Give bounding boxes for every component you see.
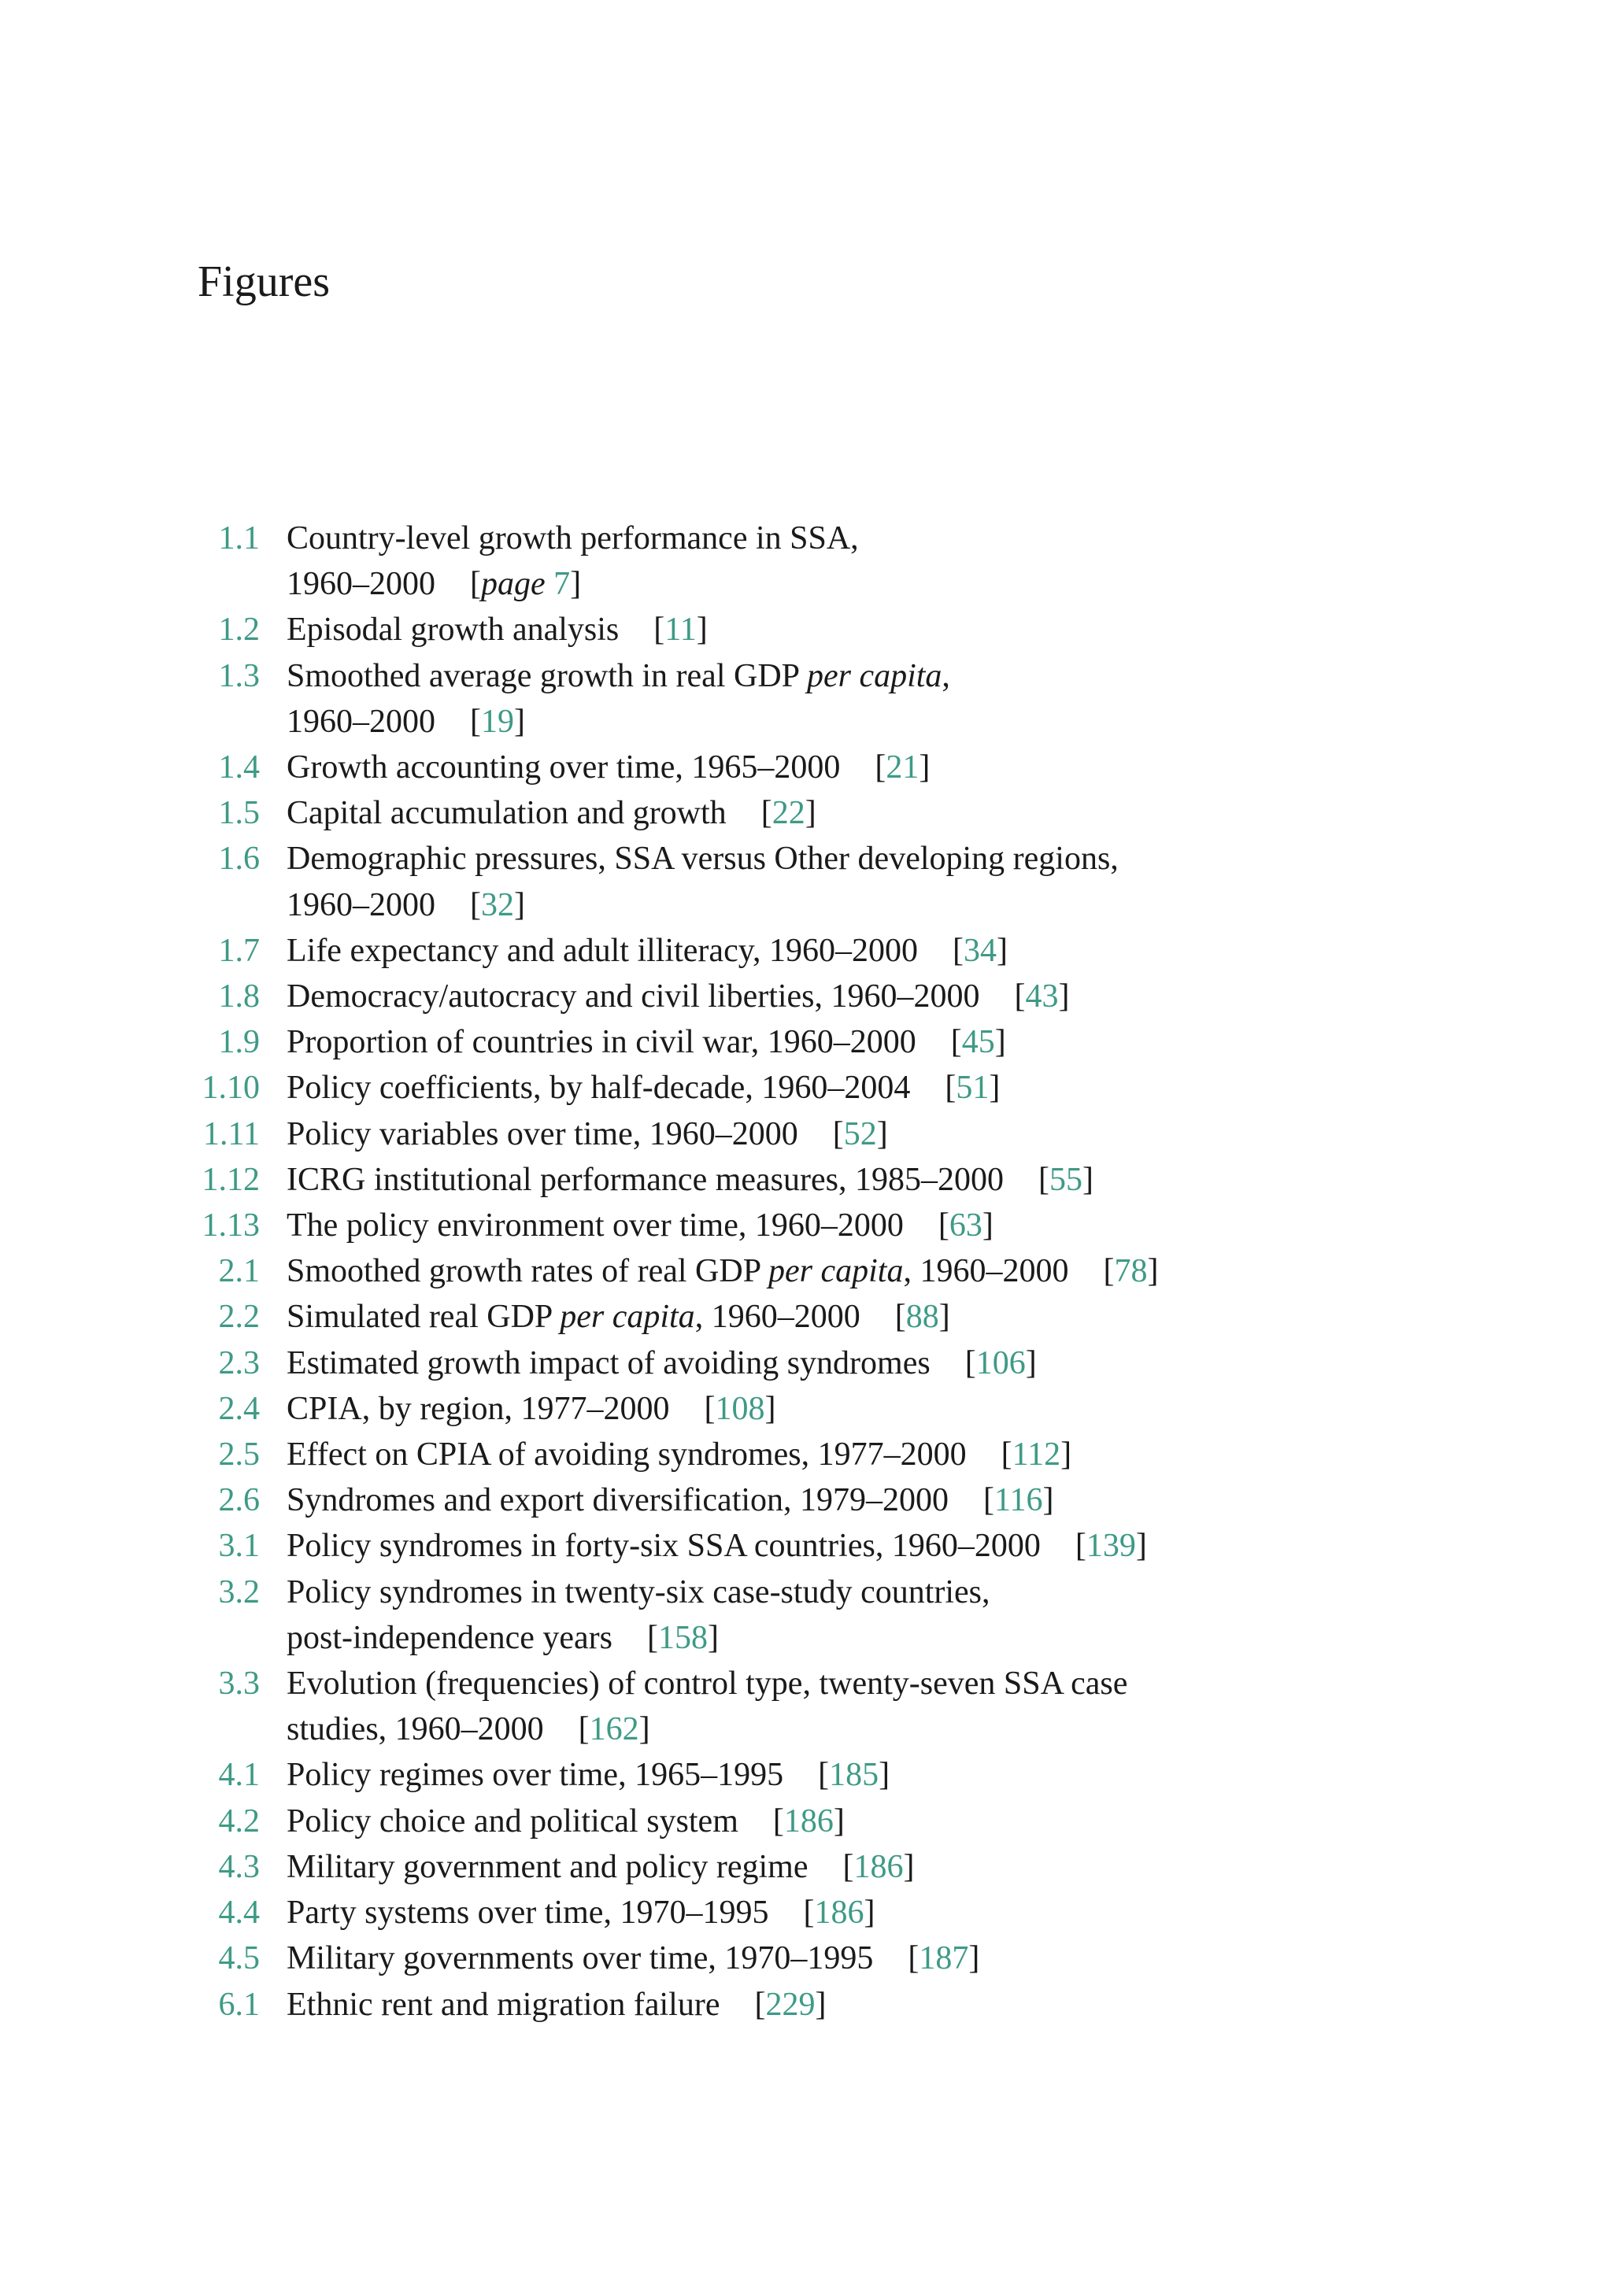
figure-number: 4.4 bbox=[218, 1895, 260, 1932]
figure-title bbox=[287, 1019, 1176, 1065]
page-number: 34 bbox=[963, 932, 997, 969]
figure-number: 1.8 bbox=[218, 978, 260, 1015]
page-number: 158 bbox=[658, 1619, 708, 1656]
page-number: 186 bbox=[783, 1802, 834, 1839]
figure-title-text: Syndromes and export diversification, 1979–2000 bbox=[287, 1482, 949, 1519]
page-reference: [32] bbox=[470, 886, 525, 923]
page-reference: [45] bbox=[950, 1024, 1006, 1061]
figure-title-text: Simulated real GDP bbox=[287, 1299, 561, 1336]
page-reference: [43] bbox=[1014, 978, 1070, 1015]
page-reference: [185] bbox=[818, 1757, 890, 1794]
figure-number: 4.1 bbox=[218, 1757, 260, 1794]
page-number: 51 bbox=[956, 1070, 990, 1107]
page-reference: [88] bbox=[894, 1299, 950, 1336]
figure-number: 1.12 bbox=[202, 1161, 260, 1198]
figure-title-text: Party systems over time, 1970–1995 bbox=[287, 1895, 769, 1932]
figure-entry bbox=[0, 745, 1617, 790]
figure-title bbox=[287, 1569, 1176, 1661]
figure-title bbox=[287, 1982, 1176, 2028]
figure-number: 1.1 bbox=[218, 520, 260, 556]
figure-title-text: Country-level growth performance in SSA, bbox=[287, 520, 859, 556]
page-reference: [52] bbox=[832, 1115, 888, 1152]
page-reference: [186] bbox=[842, 1848, 915, 1885]
page-reference: [112] bbox=[1001, 1436, 1072, 1473]
figure-number: 2.5 bbox=[218, 1436, 260, 1473]
figure-number: 1.5 bbox=[218, 795, 260, 832]
figure-title-continuation: 1960–2000 bbox=[287, 703, 435, 740]
figure-title bbox=[287, 1340, 1176, 1386]
page-number: 43 bbox=[1025, 978, 1059, 1015]
page-reference: [162] bbox=[578, 1711, 650, 1748]
figure-title-text: Policy syndromes in forty-six SSA countries, 1960–2000 bbox=[287, 1528, 1041, 1565]
figure-title-continuation: post-independence years bbox=[287, 1619, 612, 1656]
page-number: 229 bbox=[765, 1986, 816, 2023]
figure-title-suffix: , 1960–2000 bbox=[903, 1253, 1069, 1290]
figure-number: 4.5 bbox=[218, 1940, 260, 1977]
page-reference: [78] bbox=[1103, 1253, 1159, 1290]
figure-title bbox=[287, 1890, 1176, 1936]
figure-title-text: Military governments over time, 1970–1995 bbox=[287, 1940, 874, 1977]
figure-title-text: Smoothed growth rates of real GDP bbox=[287, 1253, 768, 1290]
figure-entry bbox=[0, 1569, 1617, 1661]
figure-title-text: Ethnic rent and migration failure bbox=[287, 1986, 720, 2023]
figure-number: 1.4 bbox=[218, 749, 260, 786]
figure-title bbox=[287, 974, 1176, 1019]
page-number: 11 bbox=[664, 612, 697, 649]
figure-title-italic: per capita bbox=[560, 1299, 695, 1336]
page-label: page bbox=[481, 566, 546, 603]
figure-entry bbox=[0, 1157, 1617, 1203]
figure-number: 1.9 bbox=[218, 1024, 260, 1061]
figure-entry bbox=[0, 1752, 1617, 1798]
figure-entry bbox=[0, 1661, 1617, 1752]
figure-list bbox=[0, 516, 1617, 2028]
page-number: 52 bbox=[843, 1115, 877, 1152]
figure-title-text: Proportion of countries in civil war, 1960–2000 bbox=[287, 1024, 916, 1061]
figure-entry bbox=[0, 1294, 1617, 1340]
figure-title bbox=[287, 1477, 1176, 1523]
figure-title-text: ICRG institutional performance measures, 1985–2000 bbox=[287, 1161, 1004, 1198]
figure-entry bbox=[0, 836, 1617, 927]
figure-entry bbox=[0, 516, 1617, 607]
figure-number: 2.1 bbox=[218, 1253, 260, 1290]
figure-entry bbox=[0, 928, 1617, 974]
figure-number: 3.3 bbox=[218, 1666, 260, 1703]
page-number: 185 bbox=[829, 1757, 879, 1794]
figure-title bbox=[287, 1432, 1176, 1477]
figure-entry bbox=[0, 1523, 1617, 1569]
figure-entry bbox=[0, 1982, 1617, 2028]
page-reference: [229] bbox=[754, 1986, 827, 2023]
figure-entry bbox=[0, 1248, 1617, 1294]
page-number: 19 bbox=[481, 703, 514, 740]
figure-title-text: Growth accounting over time, 1965–2000 bbox=[287, 749, 841, 786]
figure-entry bbox=[0, 1432, 1617, 1477]
figure-title bbox=[287, 516, 1176, 607]
figure-title bbox=[287, 1752, 1176, 1798]
page-reference: [186] bbox=[803, 1895, 875, 1932]
figure-number: 1.11 bbox=[203, 1115, 260, 1152]
figure-title bbox=[287, 653, 1176, 745]
figure-entry bbox=[0, 1936, 1617, 1981]
figure-number: 1.10 bbox=[202, 1070, 260, 1107]
figure-number: 1.13 bbox=[202, 1207, 260, 1244]
page-number: 7 bbox=[553, 566, 571, 603]
page-reference: [55] bbox=[1038, 1161, 1093, 1198]
figure-title-text: Policy coefficients, by half-decade, 1960–2004 bbox=[287, 1070, 911, 1107]
figure-entry bbox=[0, 1799, 1617, 1844]
figure-title-text: The policy environment over time, 1960–2000 bbox=[287, 1207, 904, 1244]
figure-title-text: Effect on CPIA of avoiding syndromes, 1977–2000 bbox=[287, 1436, 967, 1473]
figure-title-suffix: , 1960–2000 bbox=[694, 1299, 860, 1336]
figure-number: 6.1 bbox=[218, 1986, 260, 2023]
figure-title-text: Policy variables over time, 1960–2000 bbox=[287, 1115, 798, 1152]
page-number: 186 bbox=[853, 1848, 904, 1885]
page-number: 21 bbox=[886, 749, 920, 786]
figure-title-text: Capital accumulation and growth bbox=[287, 795, 727, 832]
figure-entry bbox=[0, 1019, 1617, 1065]
figure-title bbox=[287, 1523, 1176, 1569]
page-number: 45 bbox=[961, 1024, 995, 1061]
figure-title-text: Policy choice and political system bbox=[287, 1802, 738, 1839]
figure-title bbox=[287, 1661, 1176, 1752]
page-number: 186 bbox=[814, 1895, 864, 1932]
figure-entry bbox=[0, 1890, 1617, 1936]
page-reference: [187] bbox=[908, 1940, 980, 1977]
page-reference: [63] bbox=[938, 1207, 994, 1244]
figure-number: 1.2 bbox=[218, 612, 260, 649]
figure-title bbox=[287, 790, 1176, 836]
figure-entry bbox=[0, 1203, 1617, 1248]
page-reference: [158] bbox=[647, 1619, 719, 1656]
figure-entry bbox=[0, 1065, 1617, 1111]
figure-title-text: Policy syndromes in twenty-six case-study countries, bbox=[287, 1573, 990, 1610]
page-reference: [21] bbox=[875, 749, 931, 786]
page-number: 78 bbox=[1114, 1253, 1148, 1290]
page-number: 139 bbox=[1086, 1528, 1136, 1565]
page-number: 112 bbox=[1012, 1436, 1061, 1473]
page-reference: [139] bbox=[1075, 1528, 1147, 1565]
figure-title-text: Episodal growth analysis bbox=[287, 612, 620, 649]
figure-entry bbox=[0, 1111, 1617, 1157]
page-number: 108 bbox=[715, 1390, 765, 1427]
figure-title bbox=[287, 1157, 1176, 1203]
figure-title bbox=[287, 928, 1176, 974]
page-number: 187 bbox=[919, 1940, 969, 1977]
figure-title-italic: per capita bbox=[768, 1253, 904, 1290]
figure-number: 4.3 bbox=[218, 1848, 260, 1885]
figure-number: 1.7 bbox=[218, 932, 260, 969]
page-number: 55 bbox=[1049, 1161, 1082, 1198]
figure-number: 4.2 bbox=[218, 1802, 260, 1839]
figure-title bbox=[287, 1248, 1176, 1294]
figure-title-text: Democracy/autocracy and civil liberties, 1960–2000 bbox=[287, 978, 980, 1015]
figure-number: 2.4 bbox=[218, 1390, 260, 1427]
figure-number: 1.3 bbox=[218, 657, 260, 694]
figure-entry bbox=[0, 1340, 1617, 1386]
figure-title-text: Evolution (frequencies) of control type, twenty-seven SSA case bbox=[287, 1666, 1128, 1703]
page-number: 162 bbox=[589, 1711, 639, 1748]
figure-title bbox=[287, 1844, 1176, 1890]
page-reference: [34] bbox=[952, 932, 1008, 969]
figure-title bbox=[287, 607, 1176, 653]
page-number: 22 bbox=[771, 795, 805, 832]
page-number: 63 bbox=[949, 1207, 982, 1244]
page-title: Figures bbox=[198, 257, 330, 306]
figure-title-text: Estimated growth impact of avoiding syndromes bbox=[287, 1344, 931, 1381]
figure-title-suffix: , bbox=[942, 657, 950, 694]
figure-entry bbox=[0, 974, 1617, 1019]
figure-entry bbox=[0, 1477, 1617, 1523]
figure-title bbox=[287, 1065, 1176, 1111]
figure-entry bbox=[0, 1844, 1617, 1890]
figure-title bbox=[287, 745, 1176, 790]
figure-title-continuation: studies, 1960–2000 bbox=[287, 1711, 544, 1748]
page-reference: [11] bbox=[653, 612, 708, 649]
figure-number: 2.6 bbox=[218, 1482, 260, 1519]
figure-title bbox=[287, 1936, 1176, 1981]
page-number: 116 bbox=[994, 1482, 1043, 1519]
figure-entry bbox=[0, 653, 1617, 745]
figure-title-text: Policy regimes over time, 1965–1995 bbox=[287, 1757, 784, 1794]
figure-title bbox=[287, 1294, 1176, 1340]
figure-title bbox=[287, 1111, 1176, 1157]
figure-title bbox=[287, 1386, 1176, 1432]
figure-title-text: Life expectancy and adult illiteracy, 1960–2000 bbox=[287, 932, 918, 969]
page-reference: [116] bbox=[983, 1482, 1054, 1519]
figure-title-text: Demographic pressures, SSA versus Other developing regions, bbox=[287, 841, 1119, 878]
page-reference: [page 7] bbox=[470, 566, 582, 603]
figure-title-italic: per capita bbox=[806, 657, 942, 694]
figure-title bbox=[287, 1203, 1176, 1248]
figure-title-text: CPIA, by region, 1977–2000 bbox=[287, 1390, 670, 1427]
page-number: 106 bbox=[975, 1344, 1026, 1381]
figure-title-continuation: 1960–2000 bbox=[287, 886, 435, 923]
figure-number: 3.1 bbox=[218, 1528, 260, 1565]
figure-title bbox=[287, 836, 1176, 927]
figure-title-text: Smoothed average growth in real GDP bbox=[287, 657, 807, 694]
page-reference: [22] bbox=[760, 795, 816, 832]
page-number: 32 bbox=[481, 886, 514, 923]
figure-number: 2.3 bbox=[218, 1344, 260, 1381]
page-reference: [51] bbox=[945, 1070, 1001, 1107]
page-number: 88 bbox=[905, 1299, 939, 1336]
figure-entry bbox=[0, 1386, 1617, 1432]
page-reference: [108] bbox=[704, 1390, 776, 1427]
page-reference: [186] bbox=[772, 1802, 845, 1839]
figure-number: 2.2 bbox=[218, 1299, 260, 1336]
figure-entry bbox=[0, 790, 1617, 836]
figure-number: 3.2 bbox=[218, 1573, 260, 1610]
figure-title-continuation: 1960–2000 bbox=[287, 566, 435, 603]
figure-number: 1.6 bbox=[218, 841, 260, 878]
figure-title bbox=[287, 1799, 1176, 1844]
figure-entry bbox=[0, 607, 1617, 653]
page-reference: [106] bbox=[964, 1344, 1037, 1381]
figure-title-text: Military government and policy regime bbox=[287, 1848, 808, 1885]
page-reference: [19] bbox=[470, 703, 525, 740]
